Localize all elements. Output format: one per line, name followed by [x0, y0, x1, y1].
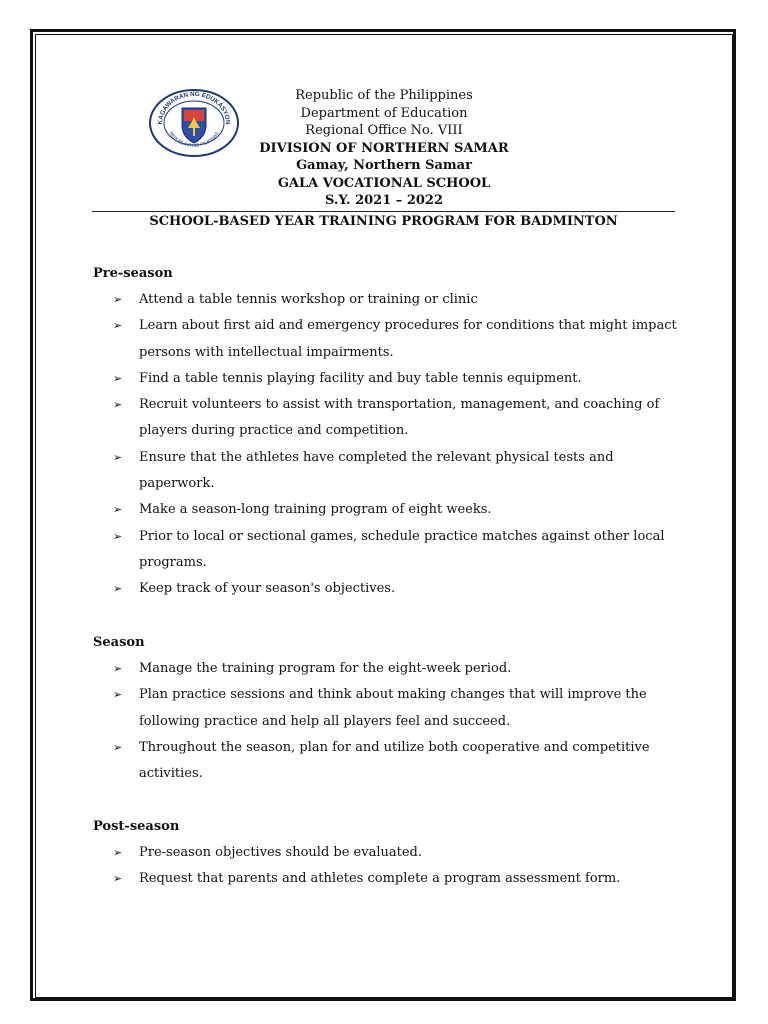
season-list	[113, 656, 683, 787]
arrow-bullet-icon: ➢	[113, 688, 123, 702]
header-divider	[92, 211, 675, 212]
list-item: ➢ Learn about first aid and emergency procedures for conditions that might impact persons with intellectual impairments.	[113, 313, 683, 366]
department-line: Department of Education	[300, 105, 468, 121]
arrow-bullet-icon: ➢	[113, 846, 123, 859]
list-item: ➢ Find a table tennis playing facility and buy table tennis equipment.	[113, 366, 683, 392]
arrow-bullet-icon: ➢	[113, 371, 123, 385]
arrow-bullet-icon: ➢	[113, 662, 123, 675]
post-season-list	[113, 840, 683, 893]
section-heading-post-season: Post-season	[93, 819, 180, 834]
arrow-bullet-icon: ➢	[113, 503, 123, 517]
arrow-bullet-icon: ➢	[113, 582, 123, 596]
arrow-bullet-icon: ➢	[113, 398, 123, 412]
section-heading-season: Season	[93, 635, 145, 650]
school-year-line: S.Y. 2021 – 2022	[324, 193, 444, 208]
seal-top-text: KAGAWARAN NG EDUKASYON	[156, 90, 232, 125]
document-title: SCHOOL-BASED YEAR TRAINING PROGRAM FOR BADMINTON	[149, 214, 618, 229]
division-line: DIVISION OF NORTHERN SAMAR	[259, 140, 509, 156]
school-line: GALA VOCATIONAL SCHOOL	[277, 175, 491, 191]
list-item: ➢ Ensure that the athletes have completed the relevant physical tests and paperwork.	[113, 445, 683, 498]
republic-line: Republic of the Philippines	[295, 88, 473, 103]
arrow-bullet-icon: ➢	[113, 529, 123, 543]
arrow-bullet-icon: ➢	[113, 319, 123, 333]
location-line: Gamay, Northern Samar	[296, 158, 472, 173]
list-item: ➢ Pre-season objectives should be evaluated.	[113, 840, 683, 866]
list-item: ➢ Recruit volunteers to assist with transportation, management, and coaching of players during practice and competition.	[113, 392, 683, 445]
arrow-bullet-icon: ➢	[113, 293, 123, 306]
section-heading-pre-season: Pre-season	[93, 266, 173, 281]
document-header	[180, 87, 588, 210]
pre-season-list	[113, 287, 683, 603]
list-item: ➢ Plan practice sessions and think about making changes that will improve the following practice and help all players feel and succeed.	[113, 682, 683, 735]
list-item: ➢ Request that parents and athletes complete a program assessment form.	[113, 866, 683, 892]
regional-office-line: Regional Office No. VIII	[305, 123, 463, 138]
arrow-bullet-icon: ➢	[113, 872, 123, 886]
list-item: ➢ Keep track of your season's objectives.	[113, 576, 683, 602]
list-item: ➢ Attend a table tennis workshop or training or clinic	[113, 287, 683, 313]
seal-bottom-text: REPUBLIKA NG PILIPINAS	[167, 131, 221, 149]
arrow-bullet-icon: ➢	[113, 450, 123, 464]
list-item: ➢ Throughout the season, plan for and utilize both cooperative and competitive activities.	[113, 735, 683, 788]
list-item: ➢ Manage the training program for the eight-week period.	[113, 656, 683, 682]
list-item: ➢ Make a season-long training program of eight weeks.	[113, 497, 683, 523]
arrow-bullet-icon: ➢	[113, 740, 123, 754]
list-item: ➢ Prior to local or sectional games, schedule practice matches against other local programs.	[113, 524, 683, 577]
